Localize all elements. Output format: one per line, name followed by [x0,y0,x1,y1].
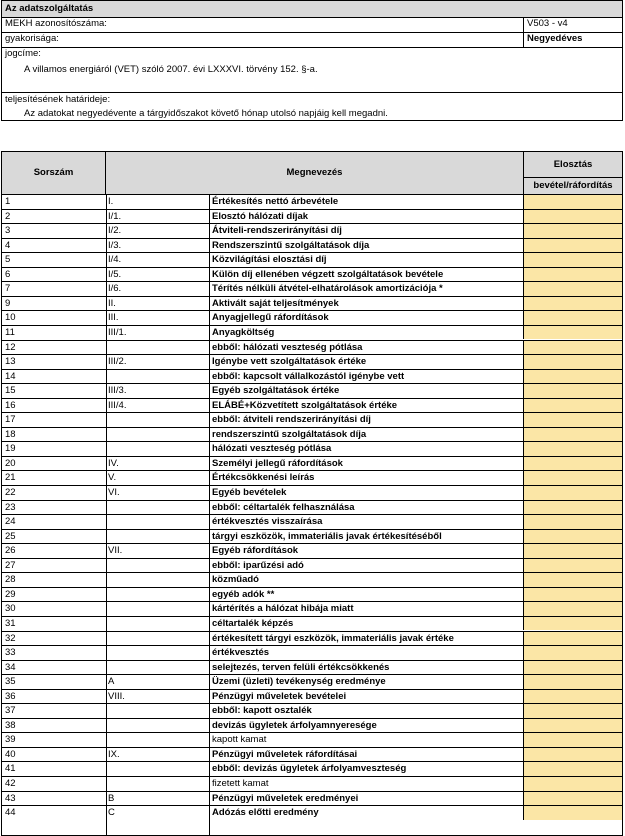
row-code: V. [108,472,117,484]
row-code: B [108,792,115,804]
row-code: I. [108,196,114,207]
revenue-expense-input-cell[interactable] [523,646,622,660]
table-row [2,310,622,325]
table-row [2,209,622,224]
row-code: I/5. [108,268,122,280]
row-name: Értékcsökkenési leírás [212,472,315,484]
row-number: 5 [5,254,11,266]
revenue-expense-input-cell[interactable] [523,355,622,369]
row-code: VI. [108,487,120,498]
table-row [2,325,622,340]
table-row [2,631,622,646]
table-row [2,354,622,369]
table-row [2,718,622,733]
table-row [2,398,622,413]
row-number: 27 [5,559,16,571]
row-name: Átviteli-rendszerirányítási díj [212,225,342,237]
row-number: 30 [5,603,16,615]
table-row [2,485,622,500]
revenue-expense-input-cell[interactable] [523,195,622,209]
table-row [2,761,622,776]
row-number: 26 [5,545,16,557]
header-elosztas: Elosztás [523,152,622,178]
row-code: I/1. [108,210,122,222]
revenue-expense-input-cell[interactable] [523,530,622,544]
table-row [2,252,622,267]
revenue-expense-input-cell[interactable] [523,544,622,558]
row-name: Rendszerszintű szolgáltatások díja [212,239,370,251]
row-number: 34 [5,661,16,673]
mekh-id-value: V503 - v4 [523,17,622,32]
row-number: 3 [5,225,11,237]
revenue-expense-input-cell[interactable] [523,326,622,340]
row-number: 15 [5,385,16,397]
row-number: 32 [5,632,16,644]
row-number: 29 [5,588,16,600]
row-name: Térítés nélküli átvétel-elhatárolások amortizációja * [212,283,443,295]
row-code: II. [108,297,116,309]
row-number: 7 [5,283,11,295]
mekh-id-label: MEKH azonosítószáma: [5,18,107,29]
row-number: 10 [5,312,16,324]
row-name: ebből: devizás ügyletek árfolyamveszteség [212,763,407,775]
row-name: Anyagjellegű ráfordítások [212,312,329,324]
table-row [2,732,622,747]
revenue-expense-input-cell[interactable] [523,384,622,398]
revenue-expense-input-cell[interactable] [523,253,622,267]
row-number: 14 [5,370,16,382]
header-sorszam: Sorszám [2,152,106,194]
row-number: 23 [5,501,16,513]
row-number: 22 [5,487,16,498]
table-row [2,703,622,718]
table-row [2,616,622,631]
table-row [2,776,622,791]
table-row [2,645,622,660]
deadline-row [2,92,622,120]
row-name: ebből: átviteli rendszerirányítási díj [212,414,371,426]
revenue-expense-input-cell[interactable] [523,632,622,646]
row-name: ebből: iparűzési adó [212,559,304,571]
revenue-expense-input-cell[interactable] [523,399,622,413]
row-code: I/3. [108,239,122,251]
row-number: 24 [5,516,16,528]
table-row [2,805,622,820]
table-row [2,572,622,587]
column-divider [209,194,210,835]
row-number: 39 [5,734,16,746]
revenue-expense-input-cell[interactable] [523,501,622,515]
table-row [2,441,622,456]
row-number: 17 [5,414,16,426]
legal-basis-row [2,47,622,93]
row-name: Pénzügyi műveletek bevételei [212,690,347,702]
revenue-expense-input-cell[interactable] [523,413,622,427]
row-name: Közvilágítási elosztási díj [212,254,327,266]
row-name: ebből: kapott osztalék [212,705,312,717]
row-number: 42 [5,778,16,789]
row-number: 20 [5,457,16,469]
frequency-label: gyakorisága: [5,33,59,44]
row-number: 33 [5,647,16,659]
revenue-expense-input-cell[interactable] [523,792,622,806]
table-row [2,340,622,355]
row-number: 19 [5,443,16,455]
section-title: Az adatszolgáltatás [2,1,622,18]
revenue-expense-input-cell[interactable] [523,282,622,296]
row-name: Igénybe vett szolgáltatások értéke [212,356,367,368]
revenue-expense-input-cell[interactable] [523,471,622,485]
revenue-expense-input-cell[interactable] [523,777,622,791]
table-row [2,470,622,485]
table-row [2,456,622,471]
revenue-expense-input-cell[interactable] [523,370,622,384]
row-number: 36 [5,690,16,702]
row-code: VIII. [108,690,125,702]
table-row [2,427,622,442]
table-row [2,587,622,602]
row-name: értékvesztés [212,647,270,659]
row-number: 11 [5,326,15,338]
row-number: 31 [5,617,16,629]
revenue-expense-input-cell[interactable] [523,690,622,704]
row-code: VII. [108,545,123,557]
row-name: fizetett kamat [212,778,269,789]
row-code: III/2. [108,356,127,368]
row-number: 21 [5,472,16,484]
row-name: ebből: céltartalék felhasználása [212,501,355,513]
row-code: III. [108,312,119,324]
row-name: kapott kamat [212,734,267,746]
revenue-expense-input-cell[interactable] [523,457,622,471]
table-row [2,267,622,282]
table-row [2,660,622,675]
revenue-expense-input-cell[interactable] [523,602,622,616]
revenue-expense-input-cell[interactable] [523,704,622,718]
row-name: Üzemi (üzleti) tevékenység eredménye [212,676,386,688]
row-name: Aktivált saját teljesítmények [212,297,339,309]
revenue-expense-input-cell[interactable] [523,311,622,325]
table-row [2,296,622,311]
revenue-expense-input-cell[interactable] [523,210,622,224]
row-name: tárgyi eszközök, immateriális javak értékesítéséből [212,530,442,542]
row-name: Egyéb bevételek [212,487,287,498]
row-number: 38 [5,719,16,731]
row-name: Anyagköltség [212,326,275,338]
table-row [2,558,622,573]
table-row [2,689,622,704]
row-number: 9 [5,297,11,309]
revenue-expense-input-cell[interactable] [523,268,622,282]
table-row [2,500,622,515]
table-row [2,238,622,253]
row-name: értékvesztés visszaírása [212,516,323,528]
table-row [2,543,622,558]
revenue-expense-input-cell[interactable] [523,341,622,355]
row-number: 41 [5,763,16,775]
row-number: 13 [5,356,16,368]
row-code: I/6. [108,283,122,295]
table-row [2,223,622,238]
data-service-header [1,0,623,121]
row-name: közműadó [212,574,259,586]
row-name: Személyi jellegű ráfordítások [212,457,343,469]
revenue-expense-input-cell[interactable] [523,559,622,573]
row-number: 37 [5,705,16,717]
deadline-label: teljesítésének határideje: [5,94,111,105]
row-name: céltartalék képzés [212,617,294,629]
row-number: 18 [5,428,16,440]
row-name: Elosztó hálózati díjak [212,210,309,222]
row-number: 28 [5,574,16,586]
row-name: Pénzügyi műveletek ráfordításai [212,748,358,760]
row-name: selejtezés, terven felüli értékcsökkenés [212,661,390,673]
row-code: IX. [108,748,120,760]
row-number: 16 [5,399,16,411]
revenue-expense-input-cell[interactable] [523,224,622,238]
row-name: devizás ügyletek árfolyamnyeresége [212,719,377,731]
row-name: Értékesítés nettó árbevétele [212,196,339,207]
table-row [2,747,622,762]
table-row [2,383,622,398]
revenue-expense-input-cell[interactable] [523,515,622,529]
revenue-expense-input-cell[interactable] [523,442,622,456]
row-number: 2 [5,210,11,222]
row-name: egyéb adók ** [212,588,275,600]
row-code: III/3. [108,385,127,397]
row-name: Egyéb szolgáltatások értéke [212,385,340,397]
table-row [2,529,622,544]
row-number: 6 [5,268,11,280]
row-name: ELÁBÉ+Közvetített szolgáltatások értéke [212,399,398,411]
header-megnevezes: Megnevezés [106,152,523,194]
deadline-value: Az adatokat negyedévente a tárgyidőszakot követő hónap utolsó napjáig kell megadni. [24,108,388,119]
row-code: III/1. [108,326,127,338]
row-number: 1 [5,196,11,207]
row-name: kártérítés a hálózat hibája miatt [212,603,354,615]
row-number: 44 [5,807,16,819]
table-row [2,369,622,384]
table-row [2,601,622,616]
row-name: Egyéb ráfordítások [212,545,299,557]
revenue-expense-input-cell[interactable] [523,748,622,762]
row-name: Külön díj ellenében végzett szolgáltatások bevétele [212,268,444,280]
revenue-expense-input-cell[interactable] [523,675,622,689]
row-number: 12 [5,341,16,353]
row-code: A [108,676,115,688]
revenue-expense-input-cell[interactable] [523,719,622,733]
data-table [1,151,623,836]
row-code: C [108,807,115,819]
row-name: ebből: hálózati veszteség pótlása [212,341,363,353]
table-row [2,412,622,427]
legal-basis-value: A villamos energiáról (VET) szóló 2007. évi LXXXVI. törvény 152. §-a. [24,64,318,75]
table-row [2,791,622,806]
row-name: értékesített tárgyi eszközök, immateriális javak értéke [212,632,454,644]
revenue-expense-input-cell[interactable] [523,239,622,253]
row-name: rendszerszintű szolgáltatások díja [212,428,367,440]
revenue-expense-input-cell[interactable] [523,297,622,311]
table-row [2,514,622,529]
revenue-expense-input-cell[interactable] [523,733,622,747]
revenue-expense-input-cell[interactable] [523,762,622,776]
row-number: 35 [5,676,16,688]
row-number: 40 [5,748,16,760]
frequency-row [2,32,622,48]
table-row [2,674,622,689]
revenue-expense-input-cell[interactable] [523,428,622,442]
row-number: 4 [5,239,11,251]
table-row [2,194,622,209]
frequency-value: Negyedéves [523,32,622,47]
row-number: 43 [5,792,16,804]
row-name: Adózás előtti eredmény [212,807,319,819]
revenue-expense-input-cell[interactable] [523,486,622,500]
row-name: hálózati veszteség pótlása [212,443,332,455]
row-number: 25 [5,530,16,542]
revenue-expense-input-cell[interactable] [523,573,622,587]
row-code: I/4. [108,254,122,266]
row-code: IV. [108,457,119,469]
legal-basis-label: jogcíme: [5,48,41,59]
table-row [2,281,622,296]
row-code: I/2. [108,225,122,237]
header-bevetel-raforditas: bevétel/ráfordítás [523,178,622,194]
revenue-expense-input-cell[interactable] [523,617,622,631]
revenue-expense-input-cell[interactable] [523,661,622,675]
mekh-id-row [2,17,622,33]
revenue-expense-input-cell[interactable] [523,588,622,602]
revenue-expense-input-cell[interactable] [523,806,622,820]
row-name: ebből: kapcsolt vállalkozástól igénybe vett [212,370,405,382]
row-code: III/4. [108,399,127,411]
column-divider [106,194,107,835]
row-name: Pénzügyi műveletek eredményei [212,792,359,804]
